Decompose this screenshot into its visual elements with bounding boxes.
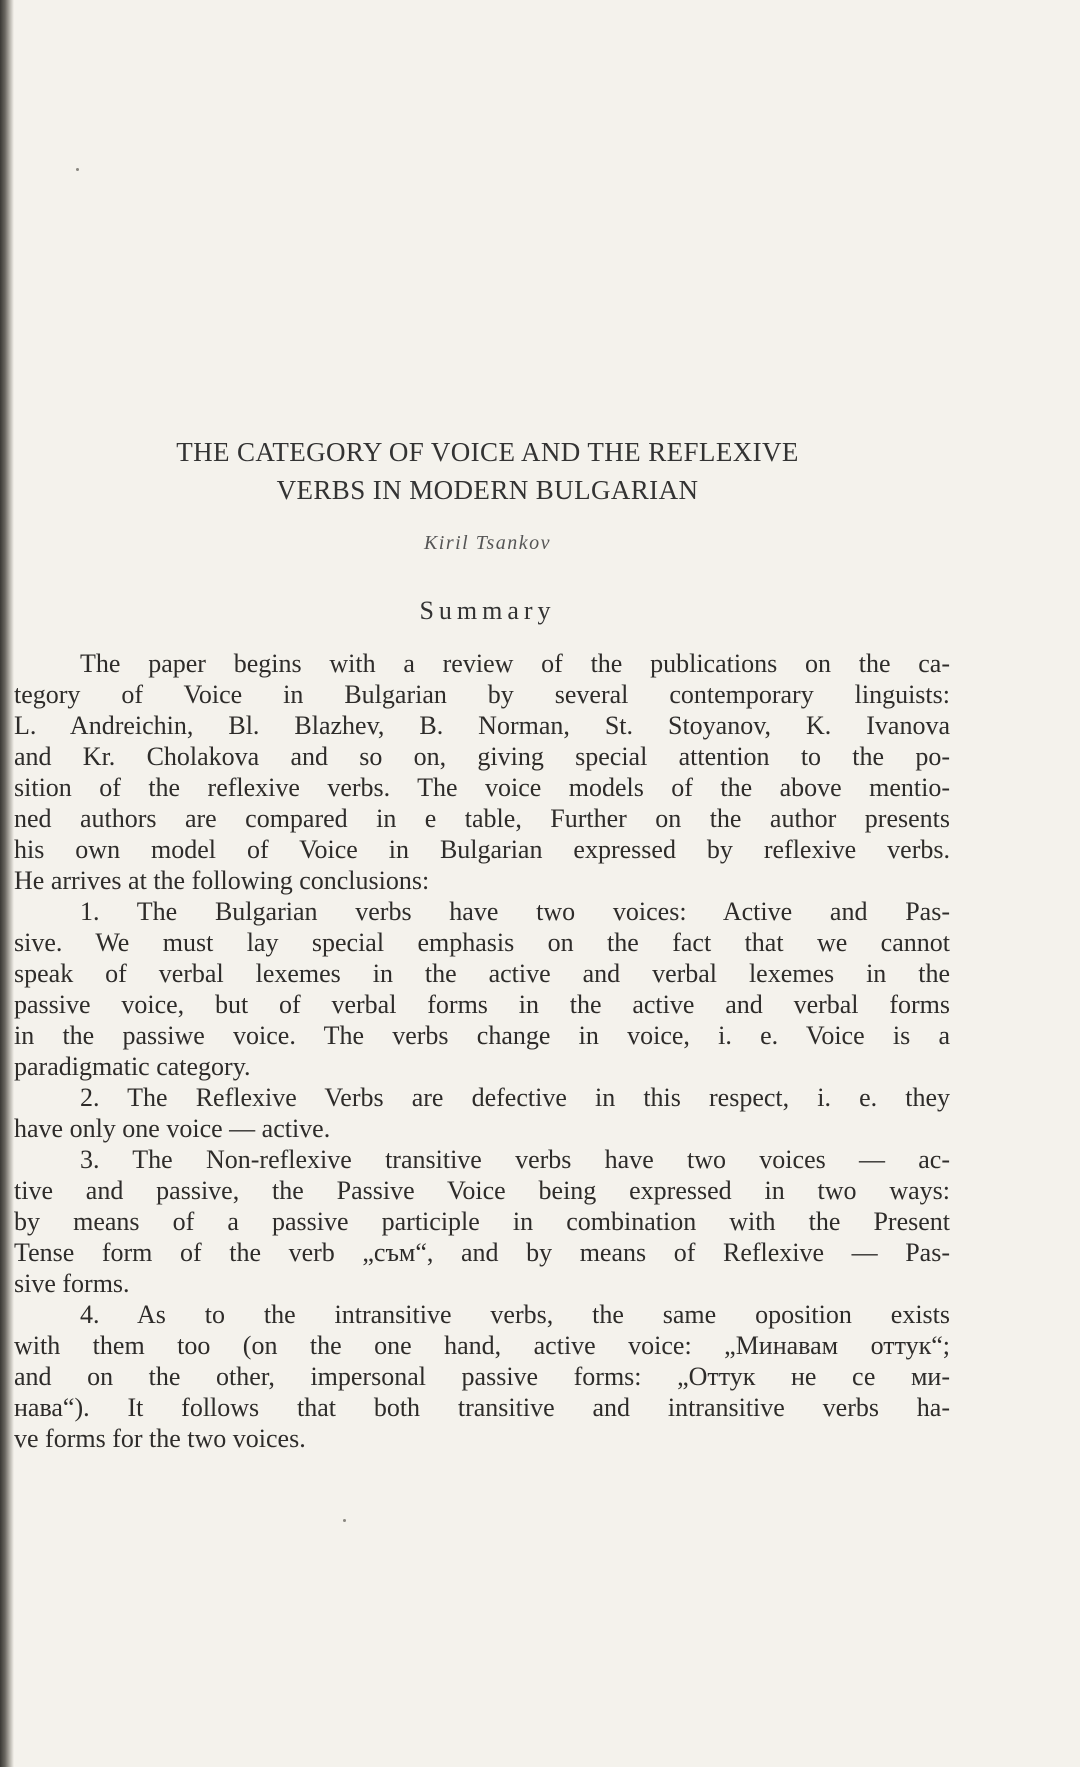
text-line: Tense form of the verb „съм“, and by means of Reflexive — Pas- <box>14 1238 950 1267</box>
article-title-line-2: VERBS IN MODERN BULGARIAN <box>276 475 699 505</box>
author-name: Kiril Tsankov <box>423 532 552 554</box>
text-line: ned authors are compared in e table, Further on the author presents <box>14 804 950 833</box>
article-title-line-1: THE CATEGORY OF VOICE AND THE REFLEXIVE <box>176 437 799 467</box>
text-line: нава“). It follows that both transitive and intransitive verbs ha- <box>14 1393 950 1422</box>
text-line: sition of the reflexive verbs. The voice models of the above mentio- <box>14 773 950 802</box>
text-line: 4. As to the intransitive verbs, the same oposition exists <box>80 1300 950 1329</box>
text-line: 1. The Bulgarian verbs have two voices: Active and Pas- <box>80 897 950 926</box>
text-line: with them too (on the one hand, active voice: „Минавам оттук“; <box>14 1331 950 1360</box>
text-line: 2. The Reflexive Verbs are defective in this respect, i. e. they <box>80 1083 950 1112</box>
text-line: He arrives at the following conclusions: <box>14 866 430 895</box>
text-line: in the passiwe voice. The verbs change in voice, i. e. Voice is a <box>14 1021 950 1050</box>
page-binding-edge <box>0 0 14 1767</box>
text-line: The paper begins with a review of the publications on the ca- <box>80 649 950 678</box>
summary-body <box>14 648 950 1454</box>
text-line: L. Andreichin, Bl. Blazhev, B. Norman, St. Stoyanov, K. Ivanova <box>14 711 950 740</box>
section-heading: Summary <box>419 596 556 625</box>
text-line: speak of verbal lexemes in the active and verbal lexemes in the <box>14 959 950 988</box>
scan-speck <box>343 1519 346 1522</box>
text-line: and on the other, impersonal passive forms: „Оттук не се ми- <box>14 1362 950 1391</box>
text-line: tegory of Voice in Bulgarian by several contemporary linguists: <box>14 680 950 709</box>
text-line: ve forms for the two voices. <box>14 1424 306 1453</box>
scan-speck <box>76 168 79 171</box>
text-line: have only one voice — active. <box>14 1114 331 1143</box>
text-line: by means of a passive participle in combination with the Present <box>14 1207 950 1236</box>
text-line: his own model of Voice in Bulgarian expressed by reflexive verbs. <box>14 835 950 864</box>
text-line: passive voice, but of verbal forms in the active and verbal forms <box>14 990 950 1019</box>
text-line: sive forms. <box>14 1269 130 1298</box>
text-line: and Kr. Cholakova and so on, giving special attention to the po- <box>14 742 950 771</box>
text-line: sive. We must lay special emphasis on the fact that we cannot <box>14 928 950 957</box>
text-line: tive and passive, the Passive Voice being expressed in two ways: <box>14 1176 950 1205</box>
text-line: paradigmatic category. <box>14 1052 251 1081</box>
text-line: 3. The Non-reflexive transitive verbs have two voices — ac- <box>80 1145 950 1174</box>
